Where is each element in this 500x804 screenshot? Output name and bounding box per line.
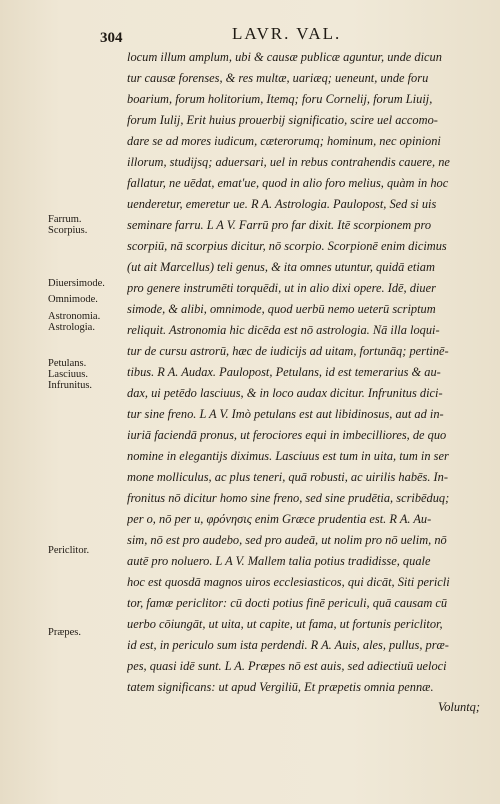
margin-note: Omnimode.: [48, 294, 98, 305]
text-line: tur de cursu astrorū, hæc de iudicijs ad uitam, fortunāq; pertinē-: [127, 344, 449, 358]
margin-note: Farrum.: [48, 214, 82, 225]
text-line: tibus. R A. Audax. Paulopost, Petulans, id est temerarius & au-: [127, 365, 441, 379]
text-line: uenderetur, emeretur ue. R A. Astrologia. Paulopost, Sed si uis: [127, 197, 437, 211]
text-line: fronitus nō dicitur homo sine freno, sed sine prudētia, scribēduq;: [127, 491, 450, 505]
text-line: dare se ad mores iudicum, cæterorumq; hominum, nec opinioni: [127, 134, 441, 148]
text-line: fallatur, ne uēdat, emat'ue, quod in alio foro melius, quàm in hoc: [127, 176, 449, 190]
margin-note: Diuersimode.: [48, 278, 105, 289]
text-line: dax, ui petēdo lasciuus, & in loco audax dicitur. Infrunitus dici-: [127, 386, 443, 400]
text-line: hoc est quosdā magnos uiros ecclesiasticos, qui dicāt, Siti pericli: [127, 575, 450, 589]
running-head: LAVR. VAL.: [232, 24, 342, 43]
margin-note: Petulans.: [48, 358, 87, 369]
margin-note: Infrunitus.: [48, 380, 93, 391]
margin-note: Lasciuus.: [48, 369, 88, 380]
text-line: scorpiū, nā scorpius dicitur, nō scorpio. Scorpionē enim dicimus: [127, 239, 447, 253]
text-line: illorum, studijsq; aduersari, uel in rebus contrahendis cauere, ne: [127, 155, 450, 169]
text-line: autē pro noluero. L A V. Mallem talia potius tradidisse, quale: [127, 554, 431, 568]
text-line: per o, nō per u, φρόνησις enim Græce prudentia est. R A. Au-: [127, 512, 432, 526]
text-line: id est, in periculo sum ista perdendi. R A. Auis, ales, pullus, præ-: [127, 638, 449, 652]
text-line: forum Iulij, Erit huius prouerbij significatio, scire uel accomo-: [127, 113, 438, 127]
margin-note: Astronomia.: [48, 311, 101, 322]
text-line: tatem significans: ut apud Vergiliū, Et præpetis omnia pennæ.: [127, 680, 434, 694]
text-line: reliquit. Astronomia hic dicēda est nō astrologia. Nā illa loqui-: [127, 323, 440, 337]
text-line: simode, & alibi, omnimode, quod uerbū nemo ueterū scriptum: [127, 302, 436, 316]
text-line: (ut ait Marcellus) teli genus, & ita omnes utuntur, quidā etiam: [127, 260, 435, 274]
margin-note: Periclitor.: [48, 545, 90, 556]
text-line: seminare farru. L A V. Farrū pro far dixit. Itē scorpionem pro: [127, 218, 432, 232]
text-line: tor, famæ periclitor: cū docti potius finē periculi, quā causam cū: [127, 596, 448, 610]
margin-note: Astrologia.: [48, 322, 95, 333]
text-line: locum illum amplum, ubi & causæ publicæ aguntur, unde dicun: [127, 50, 442, 64]
margin-note: Præpes.: [48, 627, 81, 638]
text-line: nomine in elegantijs diximus. Lasciuus est tum in uita, tum in ser: [127, 449, 449, 463]
text-line: pes, quasi idē sunt. L A. Præpes nō est auis, sed adiectiuū ueloci: [127, 659, 447, 673]
text-line: pro genere instrumēti torquēdi, ut in alio dixi opere. Idē, diuer: [127, 281, 436, 295]
text-line: sim, nō est pro audebo, sed pro audeā, ut nolim pro nō uelim, nō: [127, 533, 447, 547]
text-line: uerbo cōiungāt, ut uita, ut capite, ut fama, ut fortunis periclitor,: [127, 617, 443, 631]
catchword: Voluntq;: [438, 700, 480, 714]
margin-note: Scorpius.: [48, 225, 88, 236]
text-line: iuriā faciendā pronus, ut ferociores equi in imbecilliores, de quo: [127, 428, 447, 442]
text-line: tur causæ forenses, & res multæ, uariæq; ueneunt, unde foru: [127, 71, 429, 85]
text-line: tur sine freno. L A V. Imò petulans est aut libidinosus, aut ad in-: [127, 407, 444, 421]
page-number: 304: [100, 30, 123, 46]
text-line: boarium, forum holitorium, Itemq; foru Cornelij, forum Liuij,: [127, 92, 433, 106]
text-line: mone molliculus, ac plus teneri, quā robusti, ac uirilis habēs. In-: [127, 470, 448, 484]
